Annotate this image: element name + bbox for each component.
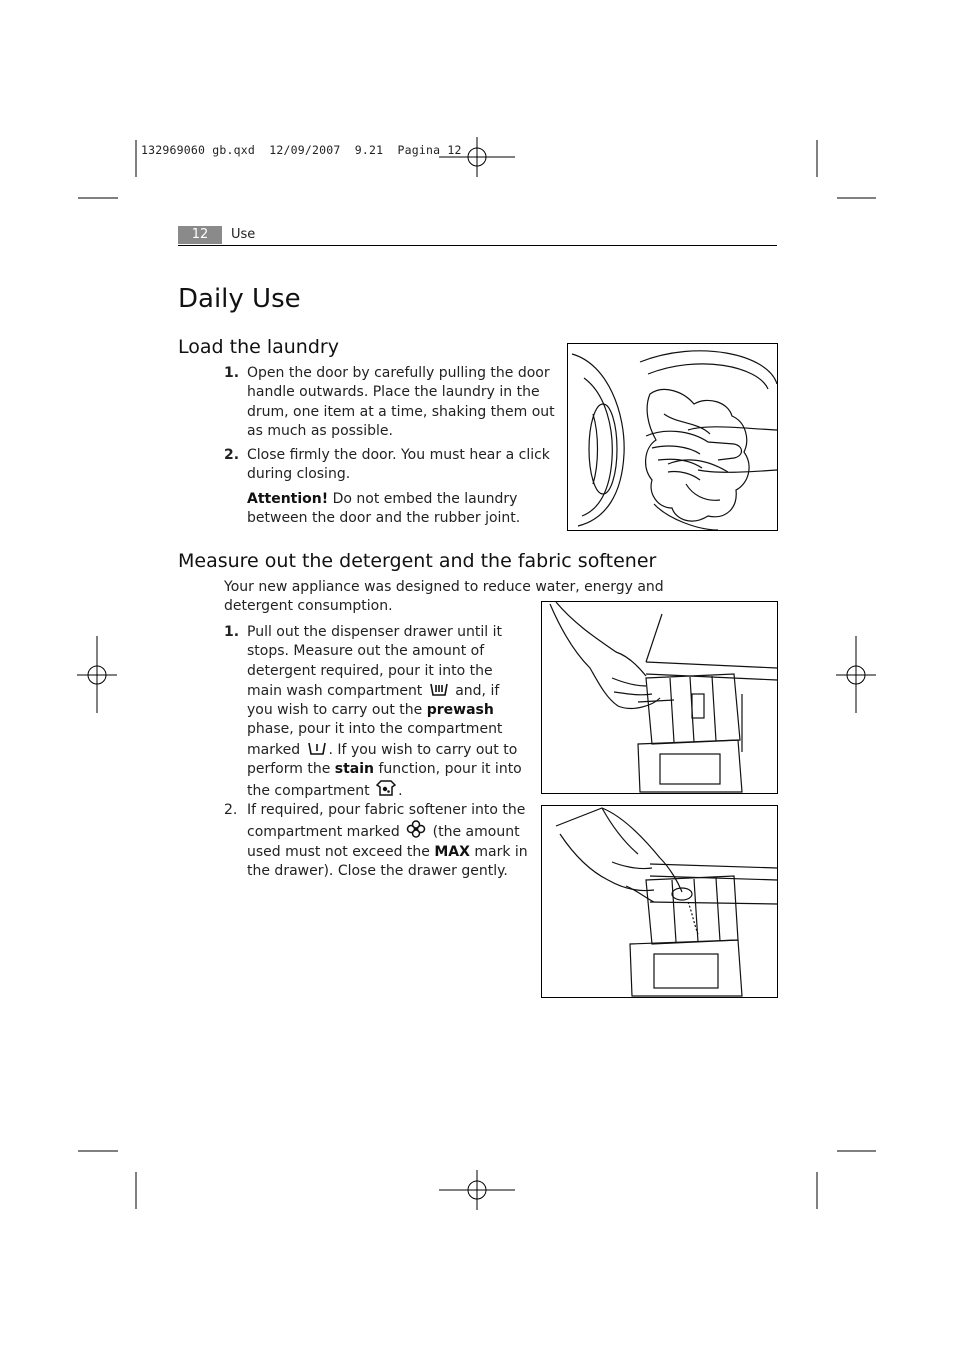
measure-step-2 bbox=[224, 801, 529, 881]
page-number: 12 bbox=[178, 226, 222, 244]
attention-note bbox=[247, 490, 557, 529]
header-rule bbox=[178, 245, 777, 246]
step-number: 1. bbox=[224, 624, 240, 640]
step-text: Pull out the dispenser drawer until it stops. Measure out the amount of detergent required, pour it into the main wash compartment and, if you wish to carry out the prewash phase, pour it into the compartment marked . If you wish to carry out to perform the stain function, pour it into the compartment . bbox=[247, 624, 522, 800]
step-text: If required, pour fabric softener into the compartment marked (the amount used must not exceed the MAX mark in the drawer). Close the drawer gently. bbox=[247, 802, 528, 879]
load-step-2 bbox=[224, 446, 557, 485]
registration-mark-left bbox=[77, 636, 117, 713]
step-text: Open the door by carefully pulling the door handle outwards. Place the laundry in the drum, one item at a time, shaking them out as much as possible. bbox=[247, 365, 555, 439]
step-text: Close firmly the door. You must hear a click during closing. bbox=[247, 447, 550, 483]
figure-dispenser-drawer bbox=[541, 601, 778, 794]
fabric-softener-icon bbox=[406, 820, 426, 838]
measure-intro: Your new appliance was designed to reduce water, energy and detergent consumption. bbox=[224, 579, 664, 615]
step-number: 2. bbox=[224, 447, 240, 463]
figure-pour-softener bbox=[541, 805, 778, 998]
step-number: 2. bbox=[224, 802, 238, 818]
figure-load-laundry bbox=[567, 343, 778, 531]
page-title: Daily Use bbox=[178, 284, 301, 314]
heading-load-laundry: Load the laundry bbox=[178, 336, 339, 358]
registration-mark-right bbox=[836, 636, 876, 713]
print-slug: 132969060 gb.qxd 12/09/2007 9.21 Pagina 12 bbox=[141, 143, 462, 157]
step-number: 1. bbox=[224, 365, 240, 381]
measure-step-1 bbox=[224, 623, 529, 802]
registration-mark-bottom bbox=[439, 1170, 515, 1210]
prewash-compartment-icon bbox=[307, 740, 327, 756]
stain-compartment-icon bbox=[376, 779, 396, 797]
registration-mark-top bbox=[439, 137, 515, 177]
heading-measure-detergent: Measure out the detergent and the fabric softener bbox=[178, 550, 657, 572]
attention-text: Do not embed the laundry between the door and the rubber joint. bbox=[247, 491, 521, 527]
main-wash-compartment-icon bbox=[429, 681, 449, 697]
running-header-section: Use bbox=[231, 227, 256, 242]
load-step-1 bbox=[224, 364, 569, 441]
attention-label: Attention! bbox=[247, 491, 329, 507]
